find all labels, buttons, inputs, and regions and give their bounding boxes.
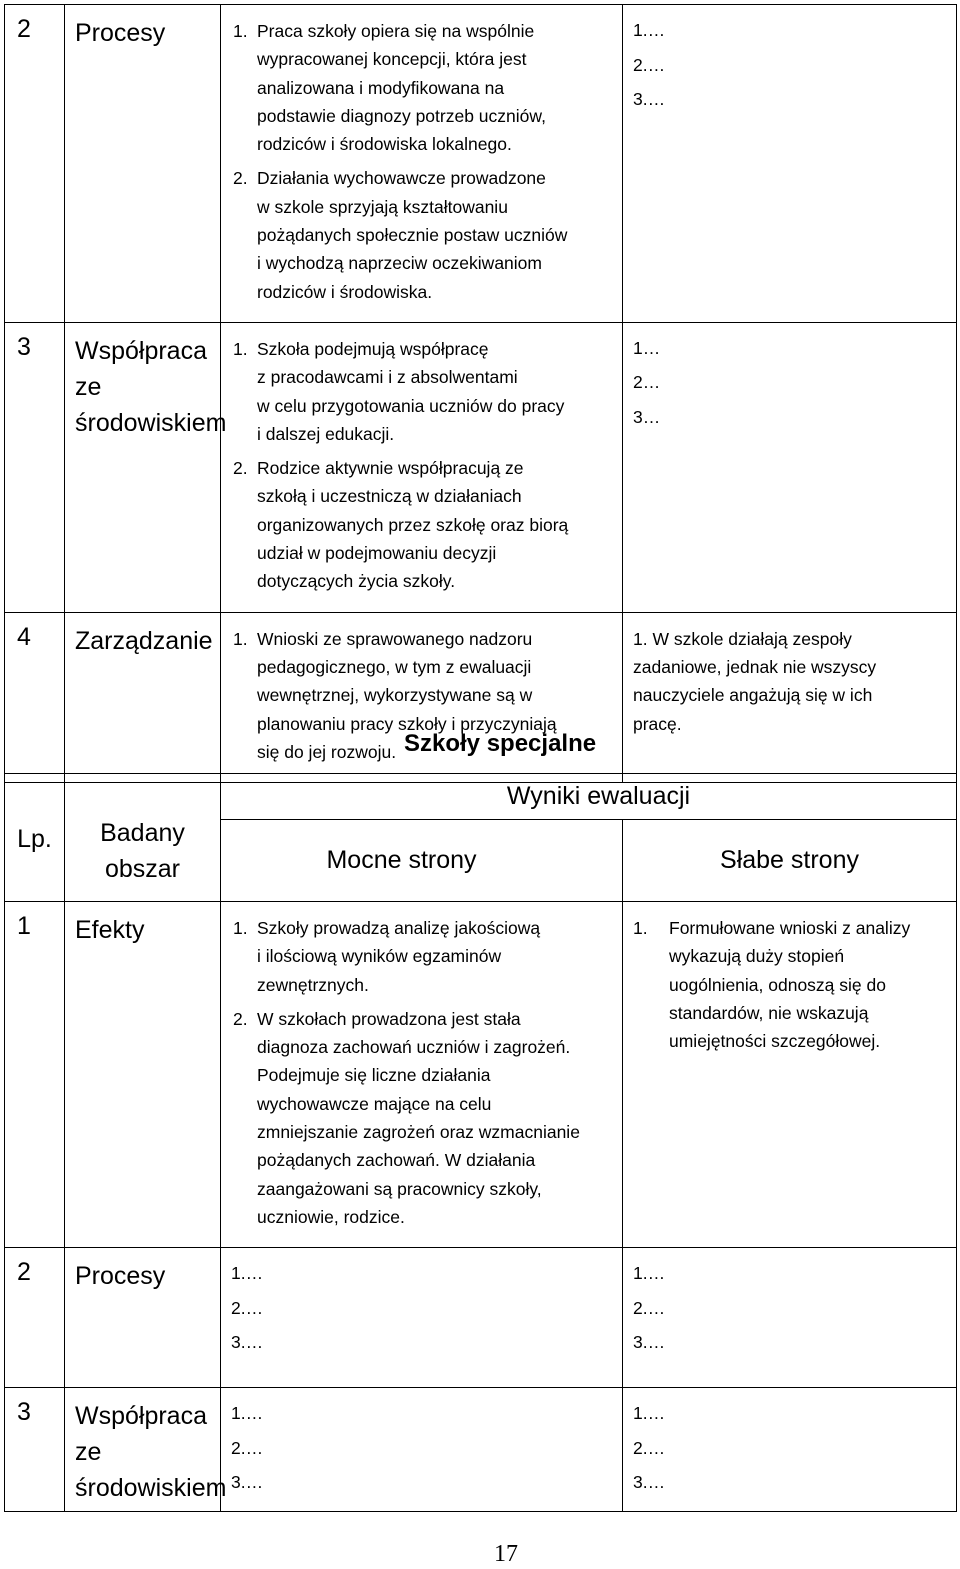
placeholder-item: 3… [633, 406, 661, 427]
area-name: Zarządzanie [65, 612, 221, 782]
item-number: 1. [233, 21, 248, 41]
weaknesses-cell [623, 902, 957, 1248]
placeholder-item: 1… [633, 337, 661, 358]
placeholder-item: 2.… [231, 1437, 264, 1458]
strengths-cell [221, 902, 623, 1248]
item-number: 1. [233, 628, 248, 649]
item-number: 1. [233, 338, 248, 359]
table-row [5, 322, 957, 612]
item-text: W szkołach prowadzona jest stała diagnoza zachowań uczniów i zagrożeń. Podejmuje się liczne działania wychowawcze mające na celu zmniejszanie zagrożeń oraz wzmacnianie pożądanych zachowań. W działania zaangażowani są pracownicy szkoły, uczniowie, rodzice. [257, 1008, 580, 1227]
placeholder-item: 1.… [231, 1263, 264, 1284]
placeholder-item: 3.… [633, 1472, 666, 1493]
table-row [5, 1388, 957, 1512]
table-header-row [5, 774, 957, 820]
weaknesses-cell [623, 1388, 957, 1512]
area-name: Procesy [65, 1248, 221, 1388]
placeholder-item: 2.… [633, 54, 666, 75]
placeholder-item: 3.… [231, 1472, 264, 1493]
item-number: 1. [233, 918, 248, 938]
placeholder-item: 2.… [633, 1437, 666, 1458]
row-number: 4 [5, 612, 65, 782]
list-item [233, 914, 616, 999]
item-number: 2. [233, 1008, 248, 1029]
placeholder-item: 3.… [231, 1332, 264, 1353]
item-number: 2. [233, 168, 248, 189]
row-number: 3 [5, 322, 65, 612]
page-number: 17 [494, 1541, 518, 1567]
row-number: 3 [5, 1388, 65, 1512]
placeholder-item: 2… [633, 372, 661, 393]
evaluation-table-continued [4, 4, 957, 783]
placeholder-item: 1.… [633, 1263, 666, 1284]
placeholder-item: 1.… [633, 1403, 666, 1424]
weaknesses-cell [623, 5, 957, 323]
item-text: Wnioski ze sprawowanego nadzoru pedagogicznego, w tym z ewaluacji wewnętrznej, wykorzystywane są w planowaniu pracy szkoły i przyczyniają się do jej rozwoju. [257, 628, 557, 762]
item-number: 2. [233, 458, 248, 479]
section-title: Szkoły specjalne [404, 730, 597, 757]
item-text: Formułowane wnioski z analizy wykazują duży stopień uogólnienia, odnoszą się do standardów, nie wskazują umiejętności szczegółowej. [669, 918, 911, 1052]
placeholder-item: 1.… [633, 20, 666, 40]
list-item [233, 1005, 616, 1231]
list-item [233, 164, 616, 305]
weaknesses-cell [623, 1248, 957, 1388]
area-name: Współpraca ze środowiskiem [65, 322, 221, 612]
table-row [5, 1248, 957, 1388]
item-text: Rodzice aktywnie współpracują ze szkołą i uczestniczą w działaniach organizowanych przez szkołę oraz biorą udział w podejmowaniu decyzji dotyczących życia szkoły. [257, 458, 569, 592]
list-item [233, 17, 616, 158]
row-number: 2 [5, 5, 65, 323]
table-row [5, 5, 957, 323]
weaknesses-cell [623, 322, 957, 612]
item-text: Praca szkoły opiera się na wspólnie wypracowanej koncepcji, która jest analizowana i modyfikowana na podstawie diagnozy potrzeb uczniów, rodziców i środowiska lokalnego. [257, 21, 546, 155]
header-area: Badany obszar [65, 774, 221, 902]
evaluation-table-special-schools [4, 773, 957, 1512]
area-name: Procesy [65, 5, 221, 323]
placeholder-item: 2.… [231, 1297, 264, 1318]
item-text: Szkoła podejmują współpracę z pracodawcami i z absolwentami w celu przygotowania uczniów do pracy i dalszej edukacji. [257, 338, 565, 444]
strengths-cell [221, 1388, 623, 1512]
list-item [633, 914, 950, 1055]
strengths-cell [221, 1248, 623, 1388]
list-item [233, 335, 616, 448]
weaknesses-cell: 1. W szkole działają zespoły zadaniowe, jednak nie wszyscy nauczyciele angażują się w ich pracę. [623, 612, 957, 782]
area-name: Efekty [65, 902, 221, 1248]
list-item [233, 454, 616, 595]
placeholder-item: 1.… [231, 1403, 264, 1424]
placeholder-item: 2.… [633, 1297, 666, 1318]
strengths-cell [221, 322, 623, 612]
placeholder-item: 3.… [633, 1332, 666, 1353]
area-name: Współpraca ze środowiskiem [65, 1388, 221, 1512]
item-number: 1. [633, 918, 648, 938]
placeholder-item: 3.… [633, 89, 666, 109]
table-row [5, 902, 957, 1248]
row-number: 2 [5, 1248, 65, 1388]
strengths-cell [221, 5, 623, 323]
header-lp: Lp. [5, 774, 65, 902]
header-weaknesses: Słabe strony [623, 820, 957, 902]
row-number: 1 [5, 902, 65, 1248]
header-strengths: Mocne strony [221, 820, 623, 902]
item-text: Działania wychowawcze prowadzone w szkole sprzyjają kształtowaniu pożądanych społecznie postaw uczniów i wychodzą naprzeciw oczekiwaniom rodziców i środowiska. [257, 168, 568, 302]
item-text: Szkoły prowadzą analizę jakościową i ilościową wyników egzaminów zewnętrznych. [257, 918, 541, 995]
header-evaluation-results: Wyniki ewaluacji [221, 774, 957, 820]
